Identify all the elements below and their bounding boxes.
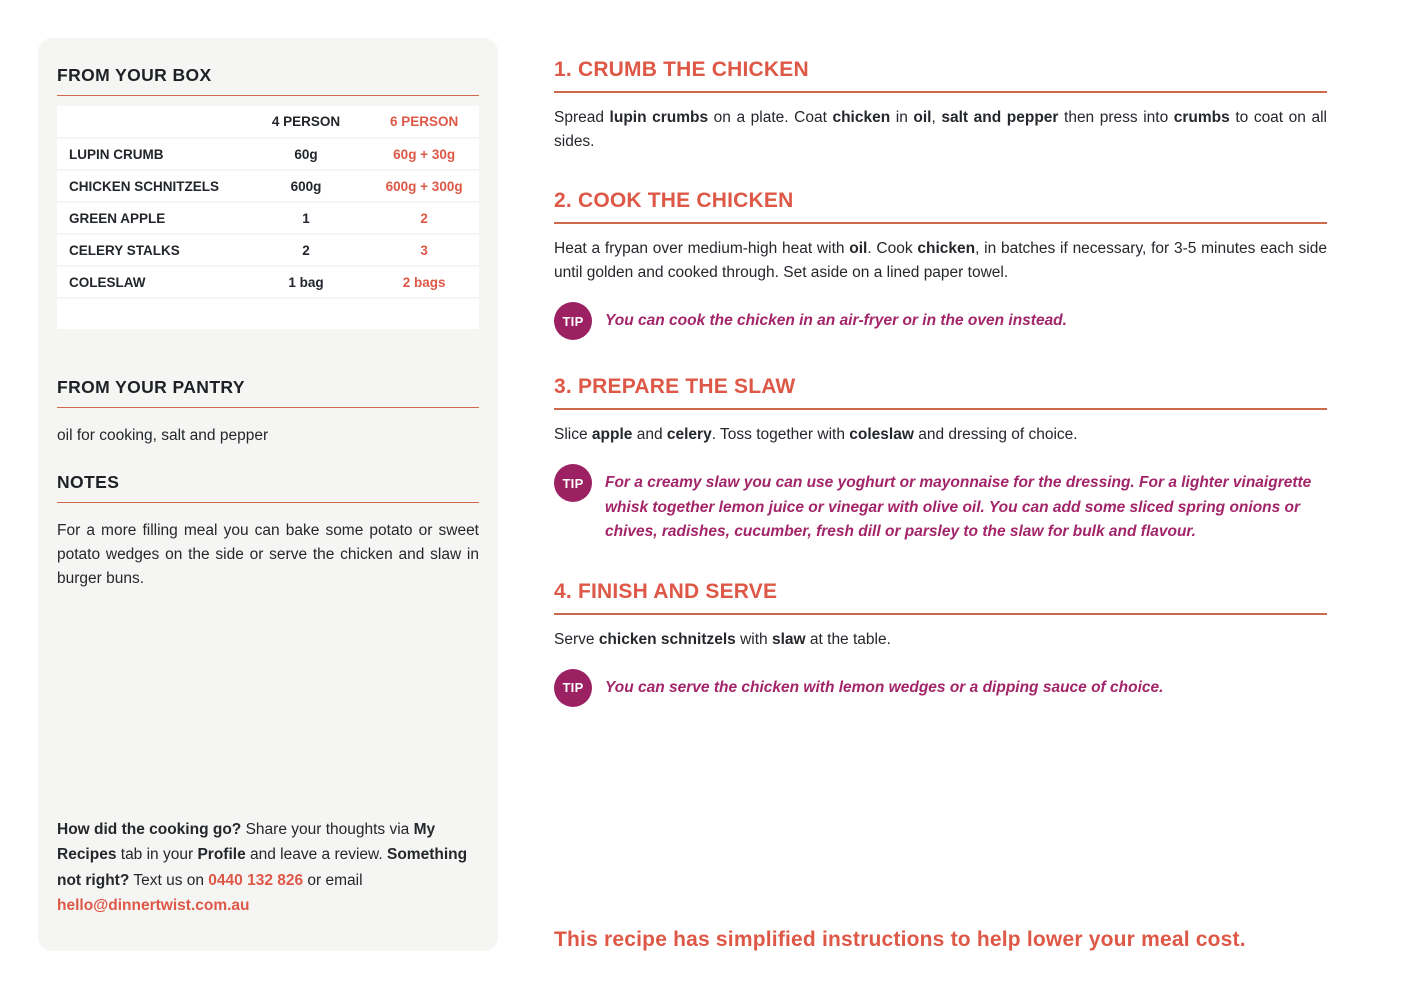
text-segment: My Recipes	[57, 821, 436, 864]
text-segment: in	[890, 109, 914, 126]
tip-text: For a creamy slaw you can use yoghurt or mayonnaise for the dressing. For a lighter vinaigrette whisk together lemon juice or vinegar with olive oil. You can add some sliced spring onions or chives, radishes, cucumber, fresh dill or parsley to the slaw for bulk and flavour.	[605, 474, 1312, 540]
text-segment: celery	[666, 426, 712, 443]
step-title: 1. CRUMB THE CHICKEN	[554, 58, 809, 81]
step-title: 3. PREPARE THE SLAW	[554, 375, 796, 398]
step-tip	[554, 669, 1327, 707]
text-segment: . Toss together with	[711, 426, 850, 443]
ingredient-name: GREEN APPLE	[57, 202, 243, 234]
step-rule	[554, 408, 1327, 410]
step-section	[554, 375, 1327, 545]
from-your-pantry-heading: FROM YOUR PANTRY	[57, 377, 245, 397]
step-instruction	[554, 106, 1327, 154]
table-row	[57, 234, 479, 266]
table-row	[57, 266, 479, 298]
text-segment: slaw	[771, 630, 806, 648]
text-segment: How did the cooking go?	[57, 821, 242, 838]
tip-text: You can serve the chicken with lemon wedges or a dipping sauce of choice.	[605, 678, 1164, 696]
qty-4-person: 1	[243, 202, 370, 234]
text-segment: then press into	[1058, 109, 1174, 126]
text-segment: at the table.	[805, 630, 891, 648]
table-header-blank	[57, 106, 243, 138]
text-segment: and leave a review.	[245, 846, 387, 864]
text-segment: Heat a frypan over medium-high heat with	[554, 240, 850, 257]
text-segment: oil	[913, 109, 932, 126]
table-row	[57, 138, 479, 170]
text-segment: and dressing of choice.	[913, 426, 1078, 443]
from-your-box-rule	[57, 95, 479, 96]
text-segment: Something not right?	[57, 846, 468, 889]
step-title: 4. FINISH AND SERVE	[554, 579, 778, 603]
table-header-row	[57, 106, 479, 138]
feedback-text	[57, 817, 479, 919]
step-title: 2. COOK THE CHICKEN	[554, 189, 794, 212]
step-rule	[554, 91, 1327, 93]
text-segment: apple	[591, 426, 633, 443]
ingredient-name: CHICKEN SCHNITZELS	[57, 170, 243, 202]
text-segment: coleslaw	[849, 426, 914, 443]
step-rule	[554, 222, 1327, 224]
table-row	[57, 202, 479, 234]
qty-6-person: 2 bags	[369, 266, 479, 298]
text-segment: , in batches if necessary, for 3-5 minutes each side until golden and cooked through. Set aside on a lined paper towel.	[554, 240, 1327, 281]
from-your-pantry-rule	[57, 407, 479, 408]
pantry-text: oil for cooking, salt and pepper	[57, 427, 269, 444]
tip-text: You can cook the chicken in an air-fryer or in the oven instead.	[605, 312, 1067, 329]
step-instruction	[554, 628, 1327, 652]
table-header-6-person: 6 PERSON	[369, 106, 479, 138]
text-segment: chicken	[832, 109, 891, 126]
step-section	[554, 189, 1327, 340]
text-segment: Spread	[554, 109, 610, 126]
qty-6-person: 600g + 300g	[369, 170, 479, 202]
email-link[interactable]: hello@dinnertwist.com.au	[57, 897, 250, 915]
text-segment: Text us on	[129, 871, 209, 889]
qty-4-person: 600g	[243, 170, 370, 202]
ingredient-name: CELERY STALKS	[57, 234, 243, 266]
step-instruction	[554, 237, 1327, 285]
from-your-box-heading: FROM YOUR BOX	[57, 65, 212, 85]
text-segment: salt and pepper	[941, 109, 1059, 126]
text-segment: crumbs	[1173, 109, 1230, 126]
phone-link[interactable]: 0440 132 826	[208, 871, 304, 889]
instructions-column	[554, 58, 1327, 742]
text-segment: on a plate. Coat	[708, 109, 833, 126]
qty-4-person: 2	[243, 234, 370, 266]
step-rule	[554, 613, 1327, 615]
text-segment: Profile	[197, 846, 246, 864]
step-section	[554, 58, 1327, 154]
table-header-4-person: 4 PERSON	[243, 106, 370, 138]
text-segment: ,	[931, 109, 942, 126]
table-row	[57, 170, 479, 202]
qty-6-person: 3	[369, 234, 479, 266]
notes-rule	[57, 502, 479, 503]
qty-4-person: 60g	[243, 138, 370, 170]
tip-badge: TIP	[554, 302, 592, 340]
simplified-note: This recipe has simplified instructions to help lower your meal cost.	[554, 928, 1246, 951]
tip-badge: TIP	[554, 669, 592, 707]
text-segment: or email	[303, 871, 363, 889]
text-segment: chicken schnitzels	[598, 630, 736, 648]
text-segment: . Cook	[867, 240, 918, 257]
ingredients-table	[57, 106, 479, 329]
notes-heading: NOTES	[57, 472, 120, 492]
text-segment: Serve	[554, 630, 599, 648]
text-segment: Share your thoughts via	[241, 821, 414, 838]
text-segment: tab in your	[116, 846, 198, 864]
text-segment: lupin crumbs	[609, 109, 709, 126]
ingredients-panel	[38, 38, 498, 951]
text-segment: and	[632, 426, 667, 443]
step-instruction	[554, 423, 1327, 447]
tip-badge: TIP	[554, 464, 592, 502]
text-segment: with	[735, 630, 772, 648]
text-segment: oil	[849, 240, 868, 257]
ingredient-name: LUPIN CRUMB	[57, 138, 243, 170]
step-tip	[554, 464, 1327, 545]
notes-text: For a more filling meal you can bake some potato or sweet potato wedges on the side or serve the chicken and slaw in burger buns.	[57, 522, 479, 587]
ingredient-name: COLESLAW	[57, 266, 243, 298]
qty-6-person: 2	[369, 202, 479, 234]
text-segment: Slice	[554, 426, 592, 443]
qty-4-person: 1 bag	[243, 266, 370, 298]
text-segment: chicken	[917, 240, 976, 257]
text-segment: to coat on all sides.	[554, 109, 1327, 150]
step-tip	[554, 302, 1327, 340]
qty-6-person: 60g + 30g	[369, 138, 479, 170]
step-section	[554, 580, 1327, 707]
